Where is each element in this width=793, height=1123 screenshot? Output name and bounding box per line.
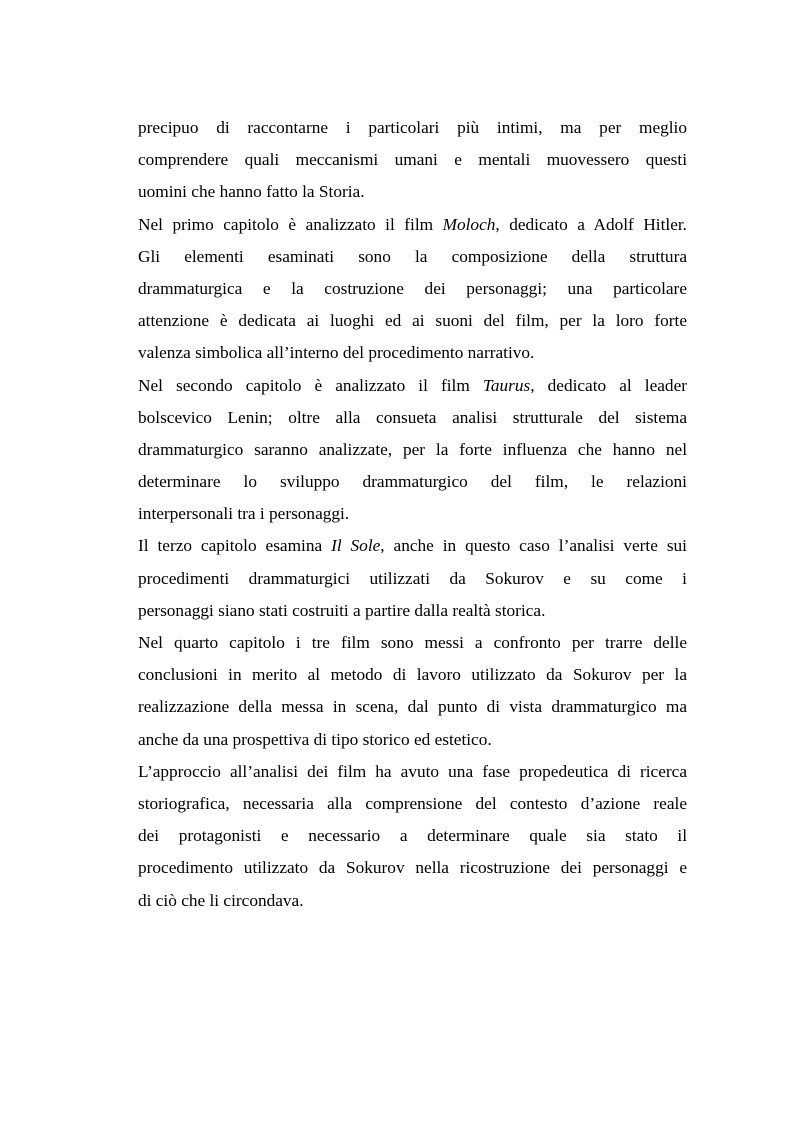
text-segment: , anche in questo caso l’analisi verte sui: [380, 536, 687, 556]
text-line: [138, 659, 687, 691]
paragraph: [138, 370, 687, 531]
text-line: [138, 627, 687, 659]
text-line: [138, 337, 687, 369]
text-line: [138, 724, 687, 756]
text-segment: procedimento utilizzato da Sokurov nella ricostruzione dei personaggi e: [138, 858, 687, 878]
text-segment: dei protagonisti e necessario a determinare quale sia stato il: [138, 826, 687, 846]
text-segment: realizzazione della messa in scena, dal punto di vista drammaturgico ma: [138, 697, 687, 717]
text-segment: uomini che hanno fatto la Storia.: [138, 182, 365, 202]
film-title: Il Sole: [331, 536, 381, 556]
paragraph: [138, 627, 687, 756]
text-segment: attenzione è dedicata ai luoghi ed ai suoni del film, per la loro forte: [138, 311, 687, 331]
text-segment: Nel secondo capitolo è analizzato il film: [138, 375, 483, 395]
text-line: [138, 788, 687, 820]
text-segment: storiografica, necessaria alla comprensione del contesto d’azione reale: [138, 793, 687, 813]
text-line: [138, 820, 687, 852]
text-segment: di ciò che li circondava.: [138, 890, 304, 910]
text-segment: L’approccio all’analisi dei film ha avuto una fase propedeutica di ricerca: [138, 761, 687, 781]
text-line: [138, 756, 687, 788]
paragraph: [138, 209, 687, 370]
text-line: [138, 563, 687, 595]
text-line: [138, 209, 687, 241]
text-segment: Nel primo capitolo è analizzato il film: [138, 214, 443, 234]
text-line: [138, 691, 687, 723]
paragraph: [138, 112, 687, 209]
text-line: [138, 241, 687, 273]
text-line: [138, 273, 687, 305]
paragraph: [138, 756, 687, 917]
text-segment: comprendere quali meccanismi umani e mentali muovessero questi: [138, 150, 687, 170]
text-line: [138, 885, 687, 917]
text-segment: interpersonali tra i personaggi.: [138, 504, 350, 524]
text-segment: drammaturgica e la costruzione dei personaggi; una particolare: [138, 278, 687, 298]
text-line: [138, 595, 687, 627]
text-line: [138, 305, 687, 337]
text-segment: drammaturgico saranno analizzate, per la forte influenza che hanno nel: [138, 439, 687, 459]
text-line: [138, 852, 687, 884]
text-segment: personaggi siano stati costruiti a partire dalla realtà storica.: [138, 600, 546, 620]
body-text: [138, 112, 687, 917]
text-segment: Gli elementi esaminati sono la composizione della struttura: [138, 246, 687, 266]
text-segment: procedimenti drammaturgici utilizzati da Sokurov e su come i: [138, 568, 687, 588]
text-line: [138, 434, 687, 466]
text-segment: valenza simbolica all’interno del procedimento narrativo.: [138, 343, 535, 363]
paragraph: [138, 530, 687, 627]
text-line: [138, 466, 687, 498]
text-line: [138, 176, 687, 208]
text-segment: , dedicato al leader: [530, 375, 687, 395]
text-line: [138, 112, 687, 144]
text-line: [138, 402, 687, 434]
text-segment: bolscevico Lenin; oltre alla consueta analisi strutturale del sistema: [138, 407, 687, 427]
text-segment: conclusioni in merito al metodo di lavoro utilizzato da Sokurov per la: [138, 665, 687, 685]
text-line: [138, 370, 687, 402]
film-title: Moloch: [442, 214, 496, 234]
film-title: Taurus: [482, 375, 531, 395]
text-segment: anche da una prospettiva di tipo storico ed estetico.: [138, 729, 492, 749]
text-segment: Nel quarto capitolo i tre film sono messi a confronto per trarre delle: [138, 633, 687, 652]
text-segment: , dedicato a Adolf Hitler.: [495, 214, 687, 234]
text-segment: precipuo di raccontarne i particolari più intimi, ma per meglio: [138, 118, 687, 137]
text-segment: Il terzo capitolo esamina: [138, 536, 332, 556]
text-line: [138, 498, 687, 530]
text-segment: determinare lo sviluppo drammaturgico del film, le relazioni: [138, 472, 687, 492]
text-line: [138, 144, 687, 176]
text-line: [138, 530, 687, 562]
